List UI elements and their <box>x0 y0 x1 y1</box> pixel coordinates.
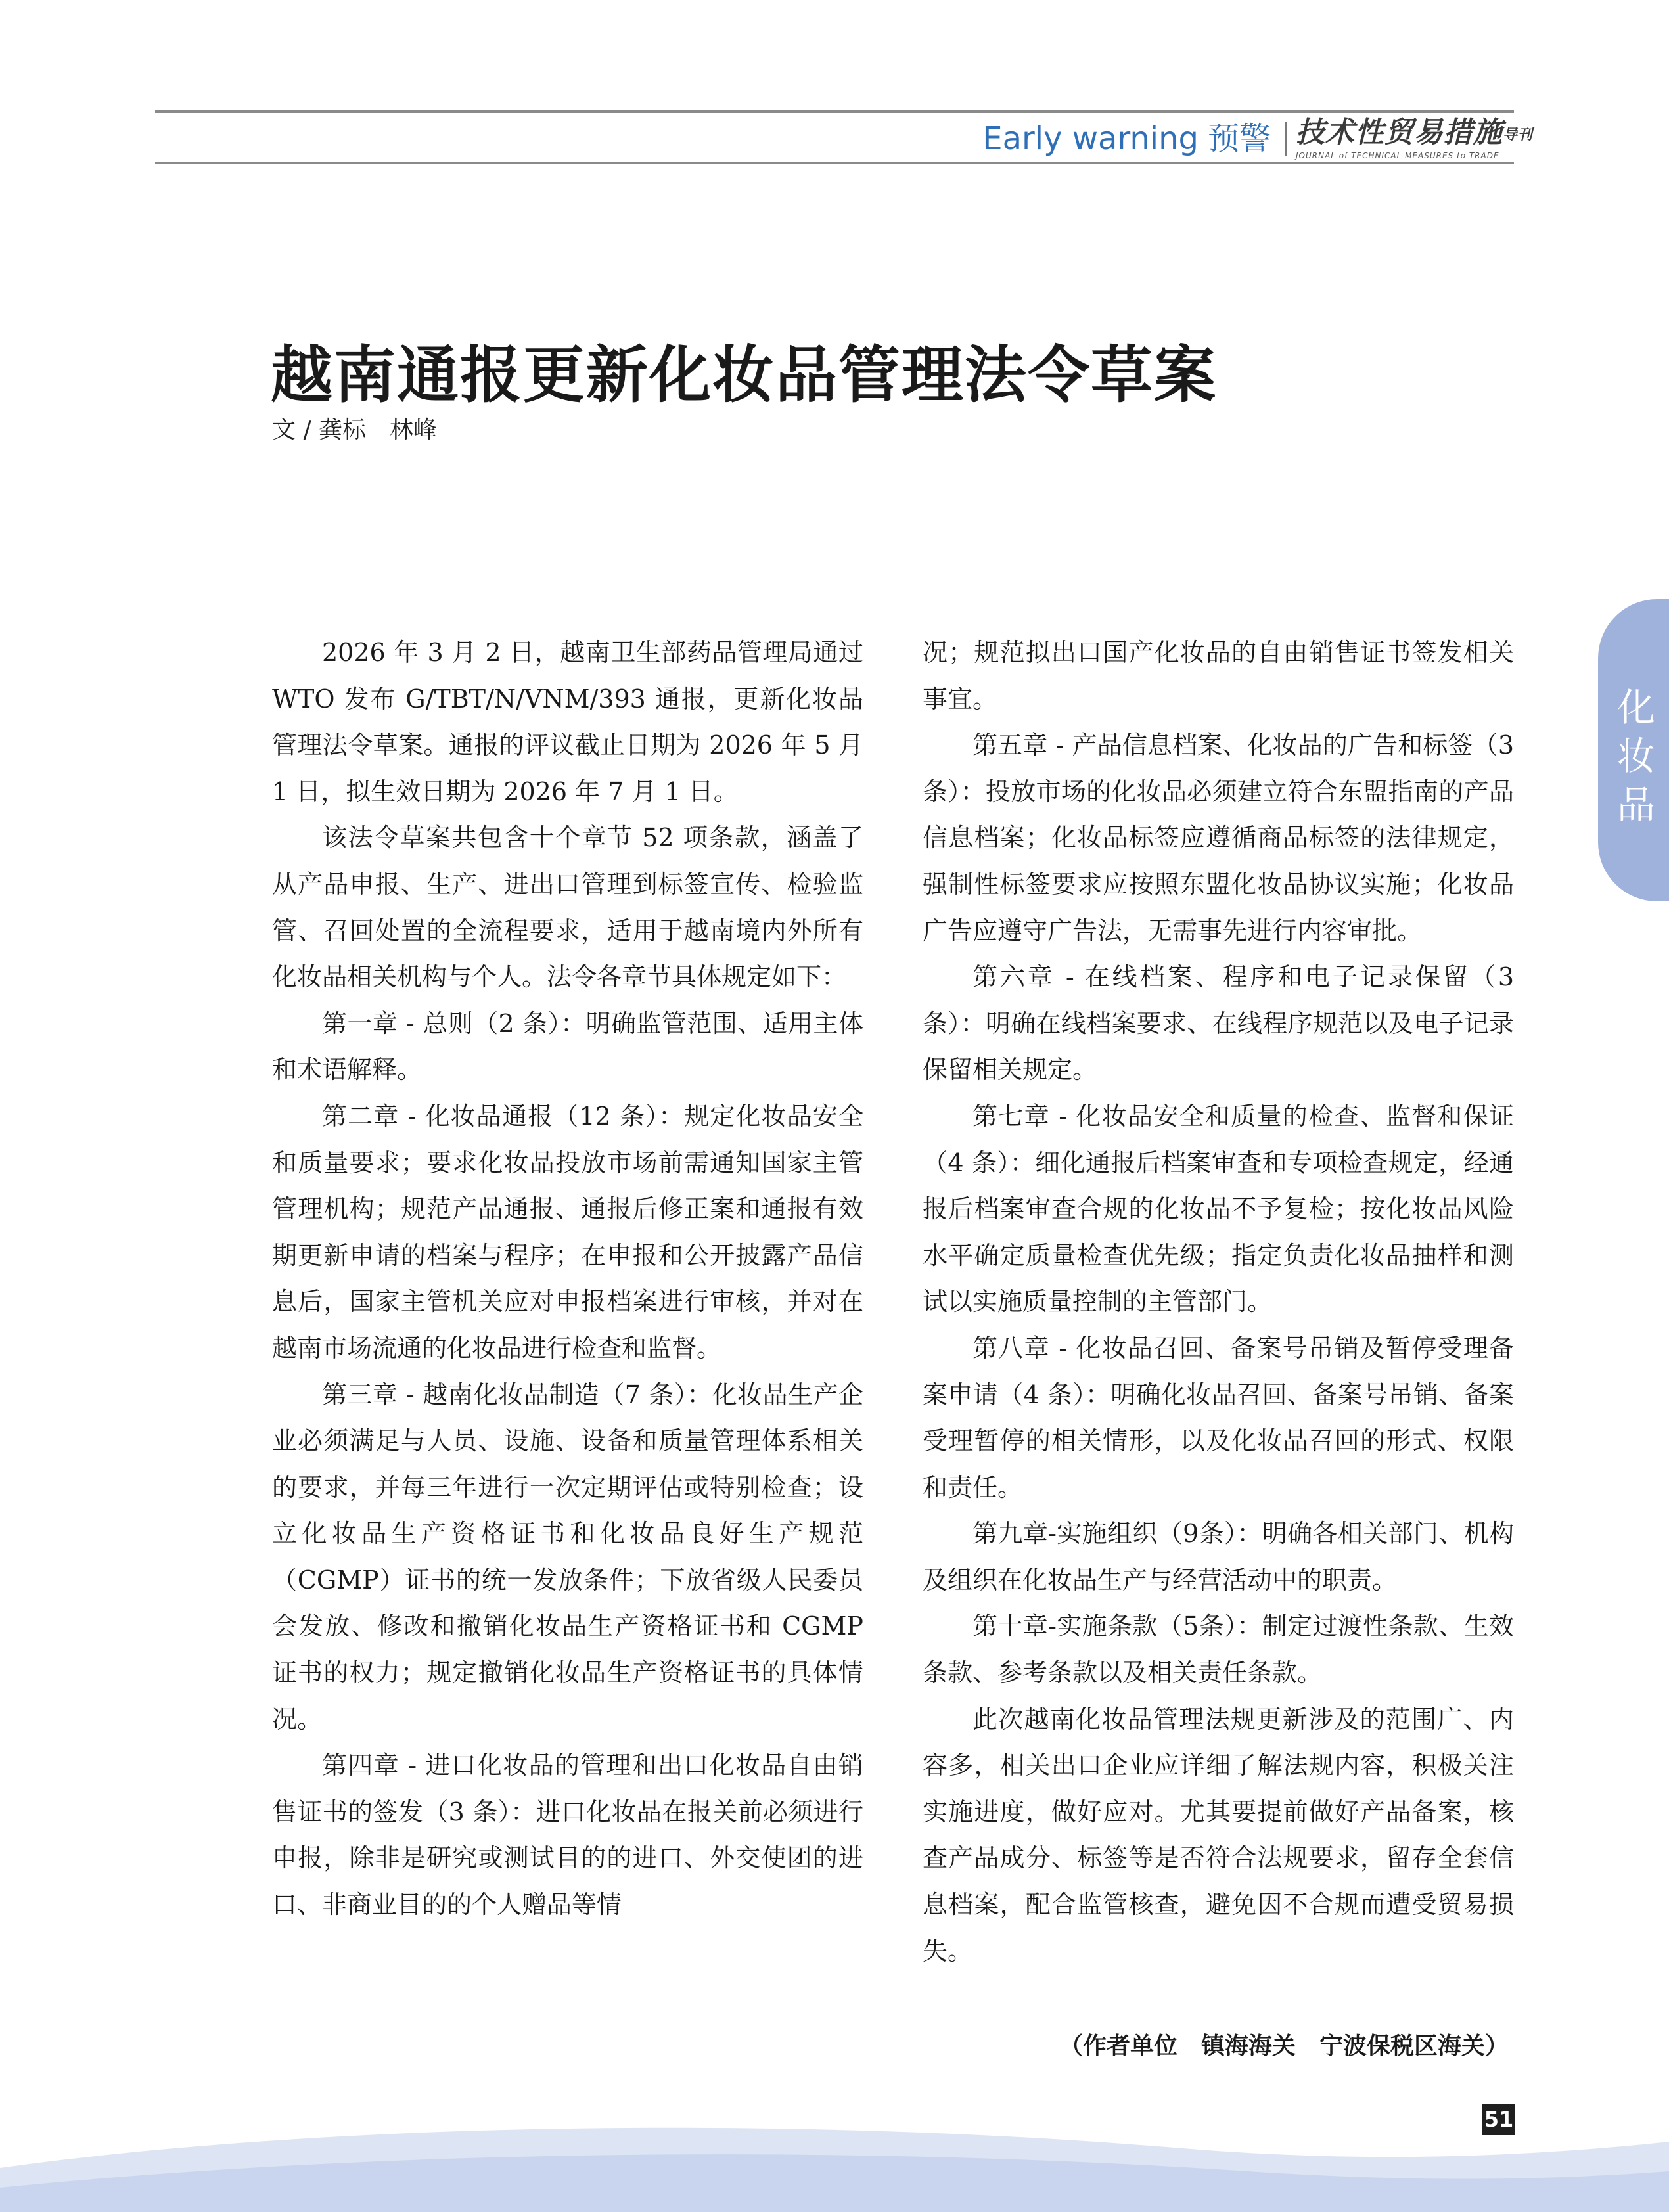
header-rule-bottom <box>155 162 1514 164</box>
article-column-left <box>272 629 863 1928</box>
category-tab-label: 化 妆 品 <box>1616 685 1655 827</box>
author-affiliation: （作者单位 镇海海关 宁波保税区海关） <box>1059 2033 1509 2060</box>
header-rule-top <box>155 110 1514 113</box>
section-label <box>982 116 1271 162</box>
paragraph: 该法令草案共包含十个章节 52 项条款，涵盖了从产品申报、生产、进出口管理到标签宣传、检验监管、召回处置的全流程要求，适用于越南境内外所有化妆品相关机构与个人。法令各章节具体规定如下： <box>272 823 863 992</box>
paragraph: 第二章 - 化妆品通报（12 条）：规定化妆品安全和质量要求；要求化妆品投放市场前需通知国家主管管理机构；规范产品通报、通报后修正案和通报有效期更新申请的档案与程序；在申报和公开披露产品信息后，国家主管机关应对申报档案进行审核，并对在越南市场流通的化妆品进行检查和监督。 <box>272 1101 863 1363</box>
article-title: 越南通报更新化妆品管理法令草案 <box>271 340 1218 411</box>
header-separator <box>1285 122 1287 156</box>
paragraph: 第三章 - 越南化妆品制造（7 条）：化妆品生产企业必须满足与人员、设施、设备和质量管理体系相关的要求，并每三年进行一次定期评估或特别检查；设立化妆品生产资格证书和化妆品良好生产规范（CGMP）证书的统一发放条件；下放省级人民委员会发放、修改和撤销化妆品生产资格证书和 CGMP 证书的权力；规定撤销化妆品生产资格证书的具体情况。 <box>272 1380 863 1734</box>
paragraph-continuation: 况；规范拟出口国产化妆品的自由销售证书签发相关事宜。 <box>923 638 1514 713</box>
paragraph: 此次越南化妆品管理法规更新涉及的范围广、内容多，相关出口企业应详细了解法规内容，积极关注实施进度，做好应对。尤其要提前做好产品备案，核查产品成分、标签等是否符合法规要求，留存全套信息档案，配合监管核查，避免因不合规而遭受贸易损失。 <box>923 1704 1514 1966</box>
magazine-logo <box>1296 116 1534 160</box>
section-label-cn: 预警 <box>1207 120 1271 157</box>
paragraph: 第四章 - 进口化妆品的管理和出口化妆品自由销售证书的签发（3 条）：进口化妆品在报关前必须进行申报，除非是研究或测试目的的进口、外交使团的进口、非商业目的的个人赠品等情 <box>272 1751 863 1920</box>
magazine-name-suffix: 导刊 <box>1503 127 1534 143</box>
paragraph: 2026 年 3 月 2 日，越南卫生部药品管理局通过 WTO 发布 G/TBT/N/VNM/393 通报，更新化妆品管理法令草案。通报的评议截止日期为 2026 年 5 月 1 日，拟生效日期为 2026 年 7 月 1 日。 <box>272 638 863 806</box>
section-label-en: Early warning <box>982 120 1199 157</box>
paragraph: 第六章 - 在线档案、程序和电子记录保留（3 条）：明确在线档案要求、在线程序规范以及电子记录保留相关规定。 <box>923 962 1514 1085</box>
magazine-name-cn: 技术性贸易措施 <box>1296 116 1503 149</box>
paragraph: 第五章 - 产品信息档案、化妆品的广告和标签（3 条）：投放市场的化妆品必须建立符合东盟指南的产品信息档案；化妆品标签应遵循商品标签的法律规定，强制性标签要求应按照东盟化妆品协议实施；化妆品广告应遵守广告法，无需事先进行内容审批。 <box>923 731 1514 945</box>
paragraph: 第七章 - 化妆品安全和质量的检查、监督和保证（4 条）：细化通报后档案审查和专项检查规定，经通报后档案审查合规的化妆品不予复检；按化妆品风险水平确定质量检查优先级；指定负责化妆品抽样和测试以实施质量控制的主管部门。 <box>923 1101 1514 1317</box>
footer-wave-decoration <box>0 2109 1669 2212</box>
article-column-right <box>923 629 1514 1974</box>
article-byline: 文 / 龚标 林峰 <box>272 417 438 443</box>
magazine-name-en: JOURNAL of TECHNICAL MEASURES to TRADE <box>1296 151 1499 160</box>
paragraph: 第一章 - 总则（2 条）：明确监管范围、适用主体和术语解释。 <box>272 1008 863 1085</box>
paragraph: 第十章-实施条款（5条）：制定过渡性条款、生效条款、参考条款以及相关责任条款。 <box>923 1612 1514 1688</box>
paragraph: 第八章 - 化妆品召回、备案号吊销及暂停受理备案申请（4 条）：明确化妆品召回、备案号吊销、备案受理暂停的相关情形，以及化妆品召回的形式、权限和责任。 <box>923 1333 1514 1502</box>
paragraph: 第九章-实施组织（9条）：明确各相关部门、机构及组织在化妆品生产与经营活动中的职责。 <box>923 1519 1514 1594</box>
page-number: 51 <box>1482 2104 1515 2135</box>
